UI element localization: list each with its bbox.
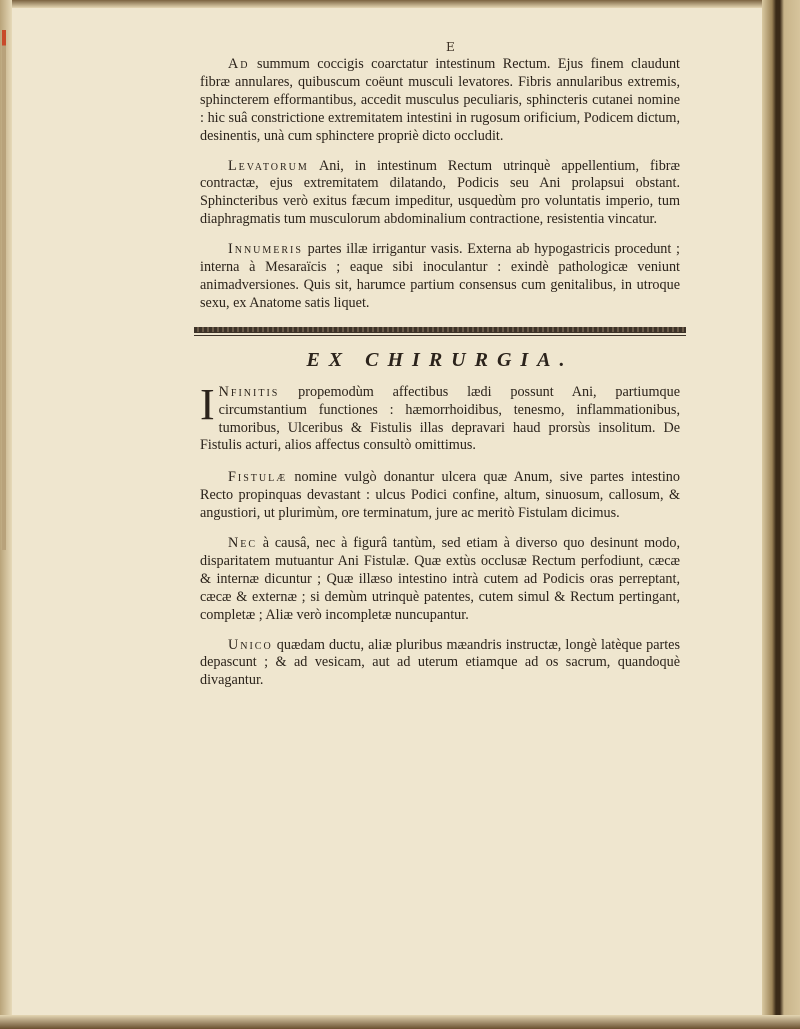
paragraph-text: partes illæ irrigantur vasis. Externa ab hypogastricis procedunt ; interna à Mesaraïcis ; eaque sibi inoculantur : exindè pathologicæ veniunt animadversiones. Quis sit, harumce partium consensus cum genitalibus, in utroque sexu, ex Anatome satis liquet. <box>200 241 680 311</box>
paragraph-lead-word: Nfinitis <box>218 383 280 400</box>
paragraph-text: à causâ, nec à figurâ tantùm, sed etiam à diverso quo desinunt modo, disparitatem mutuantur Ani Fistulæ. Quæ extùs occlusæ Rectum perfodiunt, cæcæ & internæ dicuntur ; Quæ illæso intestino intrà cutem ad Podicis oras perreptant, cæcæ & externæ ; si demùm utrinquè patentes, cutem simul & Rectum pertingant, completæ ; Aliæ verò incompletæ nuncupantur. <box>200 535 680 623</box>
section-title: EX CHIRURGIA. <box>306 348 574 371</box>
book-binding <box>762 0 800 1029</box>
paragraph-ad-summum <box>200 56 680 146</box>
paragraph-text: Ani, in intestinum Rectum utrinquè appellentium, fibræ contractæ, ejus extremitatem dilatando, Podicis seu Ani prolapsui obstant. Sphincteribus verò exitus fæcum impeditur, usquedùm pro voluntatis imperio, tum diaphragmatis tum musculorum abdominalium contractione, resistentia vincatur. <box>200 157 680 228</box>
paragraph-infinitis <box>200 379 680 456</box>
main-text <box>200 56 680 690</box>
paragraph-innumeris <box>200 241 680 313</box>
paragraph-lead-word: Innumeris <box>228 241 303 258</box>
page-bottom-edge <box>0 1015 800 1029</box>
paragraph-text: nomine vulgò donantur ulcera quæ Anum, sive partes intestino Recto propinquas devastant : ulcus Podici confine, altum, sinuosum, callosum, & angustiori, ut plurimùm, ore terminatum, jure ac meritò Fistulam dicimus. <box>200 469 680 522</box>
paragraph-nec <box>200 535 680 625</box>
paragraph-fistulae <box>200 469 680 523</box>
paragraph-levatorum <box>200 158 680 230</box>
section-divider <box>194 327 686 333</box>
paragraph-text: summum coccigis coarctatur intestinum Rectum. Ejus finem claudunt fibræ annulares, quibuscum coëunt musculi levatores. Fibris annularibus extremis, sphincterem efformantibus, accedit musculus peculiaris, sphincteris cutanei nomine : hic suâ constrictione extremitatem intestini in rugosum orificium, Podicem dictum, desinentis, unà cum sphinctere propriè dicto occludit. <box>200 56 680 144</box>
paragraph-lead-word: Fistulæ <box>228 469 288 486</box>
drop-cap: I <box>200 379 215 429</box>
section-divider-thin <box>194 335 686 336</box>
paragraph-lead-word: Ad <box>228 56 250 72</box>
paragraph-unico <box>200 637 680 691</box>
signature-mark: E <box>446 40 455 54</box>
paragraph-lead-word: Nec <box>228 535 258 552</box>
paragraph-text: propemodùm affectibus lædi possunt Ani, partiumque circumstantium functiones : hæmorrhoidibus, tenesmo, inflammationibus, tumoribus, Ulceribus & Fistulis illas depravari haud prorsùs insolitum. De Fistulis acturi, alios affectus consultò omittimus. <box>200 383 680 454</box>
page-top-edge <box>0 0 800 8</box>
paragraph-lead-word: Unico <box>228 636 273 653</box>
paragraph-text: quædam ductu, aliæ pluribus mæandris instructæ, longè latèque partes depascunt ; & ad vesicam, aut ad uterum etiamque ad os sacrum, quandoquè divagantur. <box>200 636 680 689</box>
paragraph-lead-word: Levatorum <box>228 157 309 174</box>
page-edge-mark <box>2 30 6 550</box>
